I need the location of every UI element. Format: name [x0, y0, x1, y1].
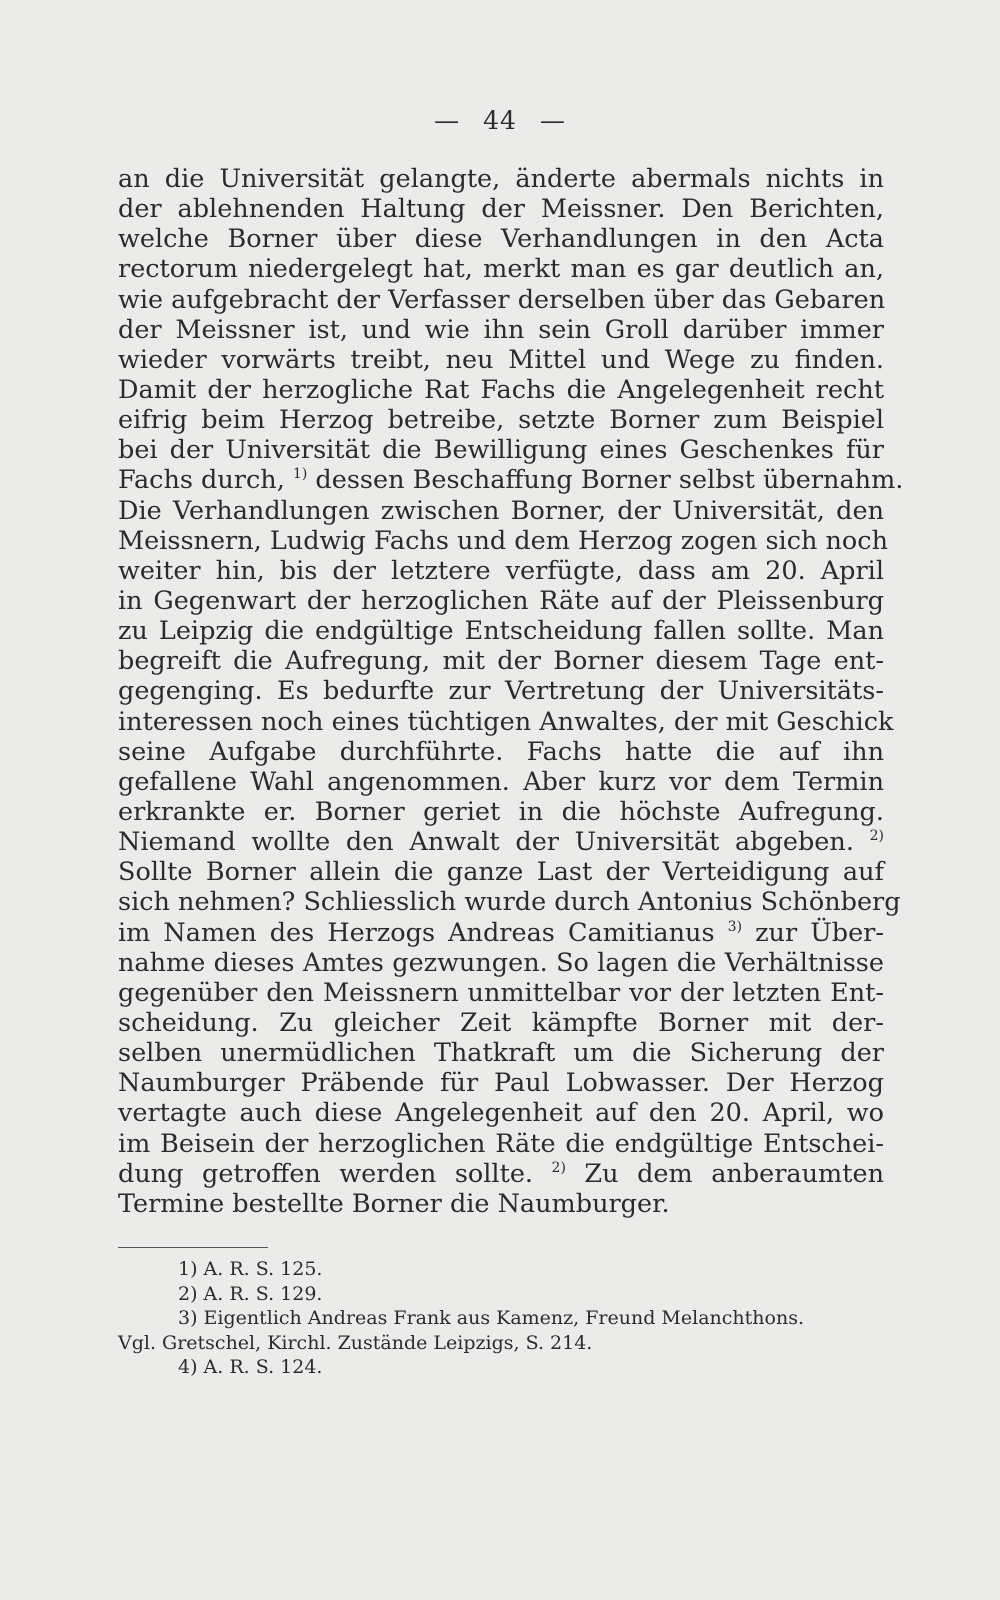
footnote: 4) A. R. S. 124.: [178, 1356, 323, 1379]
page-number: — 44 —: [434, 106, 566, 135]
footnote-ref: 2): [869, 828, 884, 845]
text-line: selben unermüdlichen Thatkraft um die Sicherung der: [118, 1038, 884, 1069]
text-line: gefallene Wahl angenommen. Aber kurz vor dem Termin: [118, 766, 884, 797]
text-line: erkrankte er. Borner geriet in die höchste Aufregung.: [118, 796, 884, 827]
text-segment: im Namen des Herzogs Andreas Camitianus: [118, 917, 728, 948]
text-line: gegenüber den Meissnern unmittelbar vor der letzten Ent-: [118, 977, 884, 1008]
footnote-ref: 3): [727, 918, 743, 935]
text-segment: Niemand wollte den Anwalt der Universität abgeben.: [118, 827, 870, 858]
text-segment: dung getroffen werden sollte.: [118, 1158, 552, 1189]
text-line: im Beisein der herzoglichen Räte die endgültige Entschei-: [118, 1128, 884, 1159]
text-line: Die Verhandlungen zwischen Borner, der Universität, den: [118, 495, 884, 526]
text-line: der Meissner ist, und wie ihn sein Groll darüber immer: [118, 314, 884, 345]
text-line: weiter hin, bis der letztere verfügte, dass am 20. April: [118, 555, 884, 586]
text-segment: zur Über-: [742, 917, 884, 948]
text-line: welche Borner über diese Verhandlungen in den Acta: [118, 224, 884, 255]
text-line: vertagte auch diese Angelegenheit auf den 20. April, wo: [118, 1098, 884, 1129]
text-line: in Gegenwart der herzoglichen Räte auf der Pleissenburg: [118, 585, 884, 616]
text-line: Meissnern, Ludwig Fachs und dem Herzog zogen sich noch: [118, 525, 888, 556]
text-line: der ablehnenden Haltung der Meissner. Den Berichten,: [118, 194, 884, 225]
text-line: Termine bestellte Borner die Naumburger.: [118, 1188, 670, 1219]
footnote-ref: 1): [292, 466, 308, 483]
text-line: Sollte Borner allein die ganze Last der Verteidigung auf: [118, 857, 884, 888]
footnote: 3) Eigentlich Andreas Frank aus Kamenz, Freund Melanchthons.: [178, 1307, 804, 1330]
text-line: seine Aufgabe durchführte. Fachs hatte die auf ihn: [118, 736, 884, 767]
text-line: bei der Universität die Bewilligung eines Geschenkes für: [118, 435, 884, 466]
text-line: an die Universität gelangte, änderte abermals nichts in: [118, 164, 884, 194]
text-segment: Zu dem anberaumten: [565, 1158, 884, 1189]
footnote-continuation: Vgl. Gretschel, Kirchl. Zustände Leipzigs, S. 214.: [118, 1331, 593, 1354]
text-line: zu Leipzig die endgültige Entscheidung fallen sollte. Man: [118, 616, 884, 647]
footnote-ref: 2): [551, 1159, 566, 1176]
text-line: Naumburger Präbende für Paul Lobwasser. Der Herzog: [118, 1068, 884, 1099]
text-line: nahme dieses Amtes gezwungen. So lagen die Verhältnisse: [118, 947, 884, 978]
text-line: [118, 827, 884, 857]
text-line: [118, 1159, 884, 1189]
footnotes: [118, 1257, 884, 1380]
footnote-separator: [118, 1247, 268, 1248]
text-line: begreift die Aufregung, mit der Borner diesem Tage ent-: [118, 646, 884, 677]
text-line: wieder vorwärts treibt, neu Mittel und Wege zu finden.: [118, 344, 884, 375]
text-segment: dessen Beschaffung Borner selbst übernahm.: [307, 465, 904, 496]
text-line: gegenging. Es bedurfte zur Vertretung der Universitäts-: [118, 676, 884, 707]
text-line: interessen noch eines tüchtigen Anwaltes, der mit Geschick: [118, 706, 894, 737]
footnote: 2) A. R. S. 129.: [178, 1282, 323, 1305]
text-line: rectorum niedergelegt hat, merkt man es gar deutlich an,: [118, 254, 884, 285]
text-line: [118, 918, 884, 948]
text-line: scheidung. Zu gleicher Zeit kämpfte Borner mit der-: [118, 1007, 884, 1038]
text-line: eifrig beim Herzog betreibe, setzte Borner zum Beispiel: [118, 405, 884, 436]
text-segment: Fachs durch,: [118, 465, 293, 496]
text-line: wie aufgebracht der Verfasser derselben über das Gebaren: [118, 284, 886, 315]
footnote: 1) A. R. S. 125.: [178, 1258, 323, 1280]
body-text: [118, 164, 904, 1219]
text-line: Damit der herzogliche Rat Fachs die Angelegenheit recht: [118, 374, 884, 405]
text-line: sich nehmen? Schliesslich wurde durch Antonius Schönberg: [118, 887, 901, 918]
text-line: [118, 465, 904, 496]
